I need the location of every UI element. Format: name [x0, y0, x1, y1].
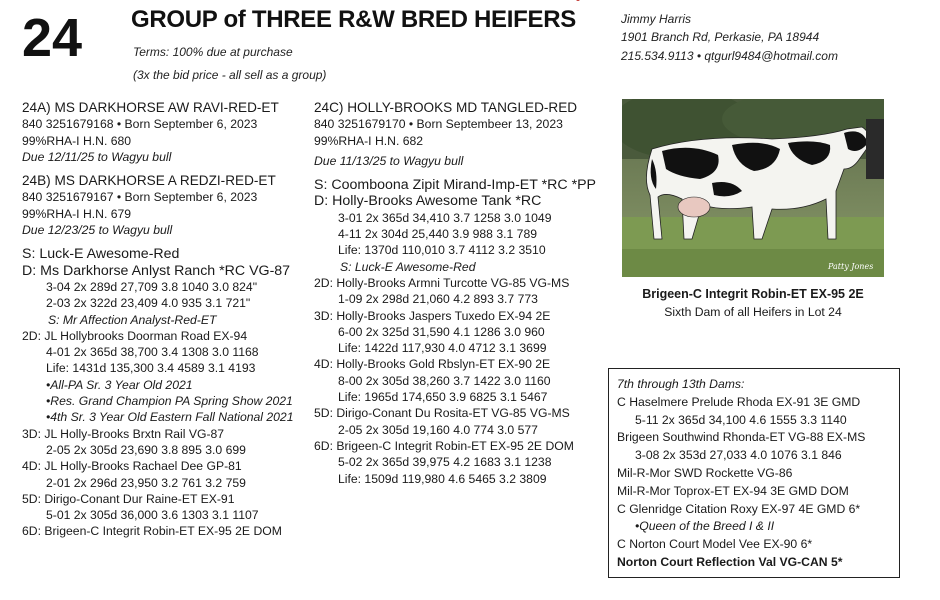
col2-line: S: Coomboona Zipit Mirand-Imp-ET *RC *PP [314, 177, 597, 194]
col1-line: 24A) MS DARKHORSE AW RAVI-RED-ET [22, 100, 279, 115]
red-mark-decoration [573, 0, 583, 6]
col2-line: 6-00 2x 325d 31,590 4.1 1286 3.0 960 [338, 324, 545, 339]
col1-line: Due 12/23/25 to Wagyu bull [22, 223, 173, 238]
col2-line: 840 3251679170 • Born Septembeer 13, 2023 [314, 117, 563, 132]
col2-line: 3-01 2x 365d 34,410 3.7 1258 3.0 1049 [338, 210, 552, 225]
col1-line: 840 3251679168 • Born September 6, 2023 [22, 117, 258, 132]
col1-line: S: Luck-E Awesome-Red [22, 246, 180, 263]
dams_box-line: Norton Court Reflection Val VG-CAN 5* [617, 554, 843, 569]
col2-line: 2-05 2x 305d 19,160 4.0 774 3.0 577 [338, 422, 538, 437]
col1-line: •Res. Grand Champion PA Spring Show 2021 [46, 394, 293, 409]
spacer [314, 169, 614, 177]
col1-line: 3-04 2x 289d 27,709 3.8 1040 3.0 824" [46, 279, 258, 294]
col2-line: Life: 1509d 119,980 4.6 5465 3.2 3809 [338, 471, 547, 486]
col2-line: Life: 1422d 117,930 4.0 4712 3.1 3699 [338, 341, 547, 356]
col2-line: 8-00 2x 305d 38,260 3.7 1422 3.0 1160 [338, 373, 551, 388]
pedigree-column-left [22, 100, 322, 540]
col2-line: 4D: Holly-Brooks Gold Rbslyn-ET EX-90 2E [314, 357, 551, 372]
lot-title: GROUP of THREE R&W BRED HEIFERS [131, 6, 576, 33]
dams_box-line: 3-08 2x 353d 27,033 4.0 1076 3.1 846 [635, 448, 842, 463]
terms-note: (3x the bid price - all sell as a group) [133, 68, 327, 82]
dams_box-line: C Haselmere Prelude Rhoda EX-91 3E GMD [617, 394, 861, 409]
ancestor-dams-box [608, 368, 900, 578]
pedigree-column-middle [314, 100, 614, 487]
photo-caption-title: Brigeen-C Integrit Robin-ET EX-95 2E [642, 287, 864, 301]
cow-photo-illustration [622, 99, 884, 277]
col1-line: 2-01 2x 296d 23,950 3.2 761 3.2 759 [46, 475, 246, 490]
col1-line: 4-01 2x 365d 38,700 3.4 1308 3.0 1168 [46, 345, 259, 360]
spacer [22, 238, 322, 246]
dams_box-line: 7th through 13th Dams: [617, 377, 745, 391]
col2-line: 2D: Holly-Brooks Armni Turcotte VG-85 VG-MS [314, 275, 570, 290]
col2-line: Life: 1965d 174,650 3.9 6825 3.1 5467 [338, 390, 548, 405]
col1-line: 3D: JL Holly-Brooks Brxtn Rail VG-87 [22, 426, 225, 441]
col2-line: 24C) HOLLY-BROOKS MD TANGLED-RED [314, 100, 578, 115]
col1-line: 2-05 2x 305d 23,690 3.8 895 3.0 699 [46, 442, 246, 457]
col1-line: 99%RHA-I H.N. 679 [22, 206, 132, 221]
dams_box-line: C Glenridge Citation Roxy EX-97 4E GMD 6* [617, 501, 861, 516]
photo-credit: Patty Jones [828, 262, 874, 271]
consignor-contact: 215.534.9113 • qtgurl9484@hotmail.com [621, 49, 838, 63]
col2-line: 6D: Brigeen-C Integrit Robin-ET EX-95 2E DOM [314, 438, 574, 453]
col1-line: 2D: JL Hollybrooks Doorman Road EX-94 [22, 328, 248, 343]
col2-line: 4-11 2x 304d 25,440 3.9 988 3.1 789 [338, 227, 538, 242]
col1-line: 2-03 2x 322d 23,409 4.0 935 3.1 721" [46, 296, 251, 311]
spacer [22, 165, 322, 173]
photo-caption-sub: Sixth Dam of all Heifers in Lot 24 [664, 305, 842, 319]
col2-line: D: Holly-Brooks Awesome Tank *RC [314, 193, 542, 210]
col2-line: Due 11/13/25 to Wagyu bull [314, 153, 464, 168]
col1-line: •4th Sr. 3 Year Old Eastern Fall National 2021 [46, 410, 294, 425]
col2-line: 5-02 2x 365d 39,975 4.2 1683 3.1 1238 [338, 455, 552, 470]
col1-line: 840 3251679167 • Born September 6, 2023 [22, 190, 258, 205]
col2-line: Life: 1370d 110,010 3.7 4112 3.2 3510 [338, 243, 546, 258]
col1-line: 99%RHA-I H.N. 680 [22, 133, 132, 148]
terms: Terms: 100% due at purchase [133, 45, 293, 59]
col1-line: S: Mr Affection Analyst-Red-ET [48, 312, 217, 327]
cow-photo [622, 99, 884, 277]
consignor-address: 1901 Branch Rd, Perkasie, PA 18944 [621, 30, 820, 44]
col1-line: 4D: JL Holly-Brooks Rachael Dee GP-81 [22, 459, 242, 474]
dams_box-line: Brigeen Southwind Rhonda-ET VG-88 EX-MS [617, 430, 866, 445]
col2-line: 5D: Dirigo-Conant Du Rosita-ET VG-85 VG-MS [314, 406, 570, 421]
consignor-name: Jimmy Harris [621, 12, 691, 26]
col1-line: Due 12/11/25 to Wagyu bull [22, 149, 172, 164]
dams_box-line: C Norton Court Model Vee EX-90 6* [617, 537, 813, 552]
col2-line: S: Luck-E Awesome-Red [340, 259, 476, 274]
col1-line: 5D: Dirigo-Conant Dur Raine-ET EX-91 [22, 491, 235, 506]
col1-line: Life: 1431d 135,300 3.4 4589 3.1 4193 [46, 361, 256, 376]
lot-number: 24 [22, 8, 83, 68]
col2-line: 3D: Holly-Brooks Jaspers Tuxedo EX-94 2E [314, 308, 551, 323]
dams_box-line: Mil-R-Mor SWD Rockette VG-86 [617, 465, 793, 480]
col1-line: •All-PA Sr. 3 Year Old 2021 [46, 377, 193, 392]
col1-line: 5-01 2x 305d 36,000 3.6 1303 3.1 1107 [46, 508, 259, 523]
col1-line: D: Ms Darkhorse Anlyst Ranch *RC VG-87 [22, 262, 291, 279]
dams_box-line: •Queen of the Breed I & II [635, 519, 775, 534]
col1-line: 24B) MS DARKHORSE A REDZI-RED-ET [22, 173, 276, 189]
col2-line: 1-09 2x 298d 21,060 4.2 893 3.7 773 [338, 292, 538, 307]
dams_box-line: 5-11 2x 365d 34,100 4.6 1555 3.3 1140 [635, 412, 847, 427]
col1-line: 6D: Brigeen-C Integrit Robin-ET EX-95 2E DOM [22, 524, 282, 539]
dams_box-line: Mil-R-Mor Toprox-ET EX-94 3E GMD DOM [617, 483, 849, 498]
col2-line: 99%RHA-I H.N. 682 [314, 133, 424, 148]
